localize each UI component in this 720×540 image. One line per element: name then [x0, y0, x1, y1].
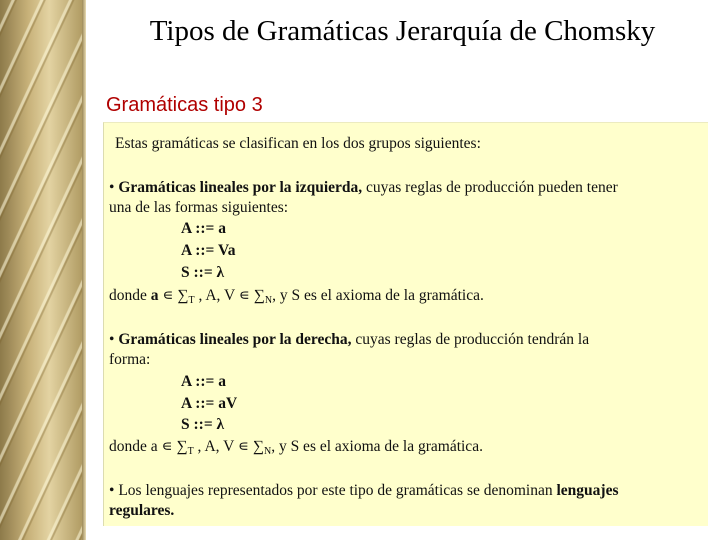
group2-line1	[109, 330, 589, 349]
mid-text: , A, V ∊ ∑	[193, 438, 264, 455]
end-text: , y S es el axioma de la gramática.	[271, 438, 483, 455]
group2-where	[109, 437, 483, 461]
group1-desc: cuyas reglas de producción pueden tener	[362, 179, 618, 196]
note-text: Los lenguajes representados por este tipo de gramáticas se denominan	[114, 482, 557, 499]
group1-line1	[109, 178, 618, 197]
in-sigma-text: ∊ ∑	[158, 287, 189, 304]
sub-t: T	[188, 295, 195, 306]
group2-desc: cuyas reglas de producción tendrán la	[351, 331, 590, 348]
note-term1: lenguajes	[556, 482, 619, 499]
note-line1	[109, 481, 618, 500]
group2-rule-2: A ::= aV	[181, 395, 238, 412]
gold-decorative-border	[0, 0, 82, 540]
donde-text: donde	[109, 287, 151, 304]
group2-rule-3: S ::= λ	[181, 416, 225, 433]
group1-rule-2: A ::= Va	[181, 242, 236, 259]
group1-term: Gramáticas lineales por la izquierda,	[118, 179, 363, 196]
intro-text: Estas gramáticas se clasifican en los dos grupos siguientes:	[115, 135, 481, 152]
mid-text: , A, V ∊ ∑	[194, 287, 265, 304]
group1-line2: una de las formas siguientes:	[109, 199, 289, 216]
sub-n: N	[263, 446, 272, 457]
note-line2: regulares.	[109, 502, 175, 519]
group1-rule-3: S ::= λ	[181, 264, 225, 281]
donde-text: donde a ∊ ∑	[109, 438, 188, 455]
bullet: •	[109, 482, 115, 499]
group2-term: Gramáticas lineales por la derecha,	[118, 331, 352, 348]
sub-n: N	[264, 295, 273, 306]
slide-title: Tipos de Gramáticas Jerarquía de Chomsky	[149, 15, 656, 47]
bullet: •	[109, 331, 115, 348]
bullet: •	[109, 179, 115, 196]
group1-rule-1: A ::= a	[181, 220, 226, 237]
sub-t: T	[187, 446, 194, 457]
group2-line2: forma:	[109, 351, 151, 368]
end-text: , y S es el axioma de la gramática.	[272, 287, 484, 304]
slide-subtitle: Gramáticas tipo 3	[106, 94, 263, 116]
group2-rule-1: A ::= a	[181, 373, 226, 390]
terminal-a: a	[150, 287, 159, 304]
group1-where	[109, 286, 484, 310]
